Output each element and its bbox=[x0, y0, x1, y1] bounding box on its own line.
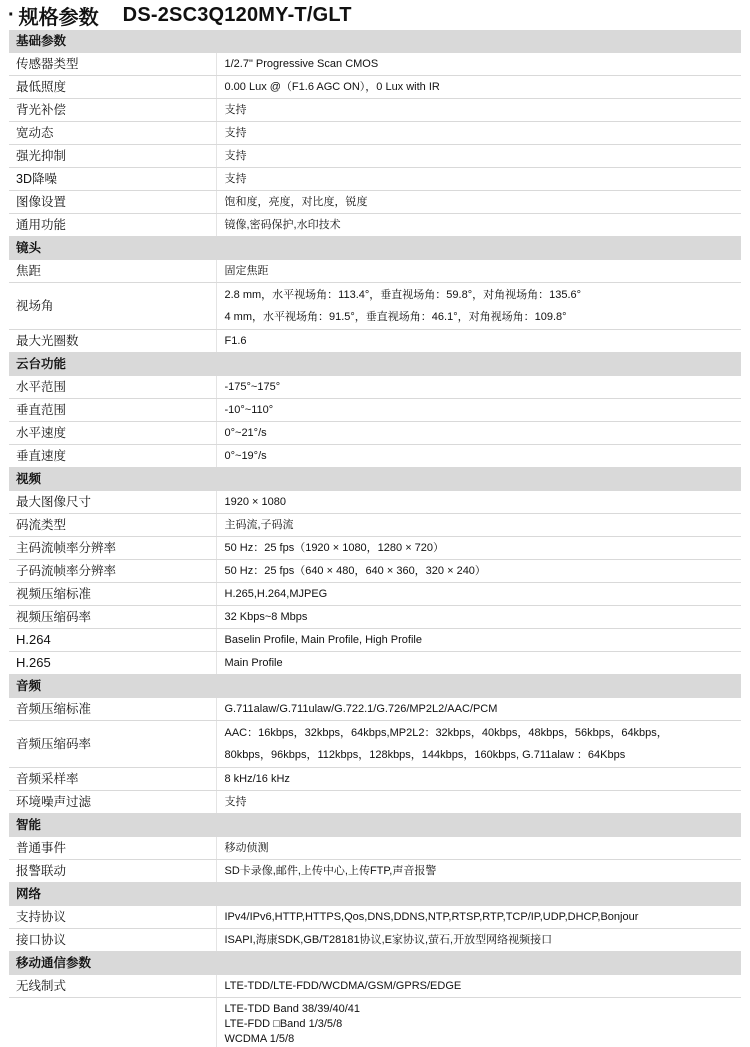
row-value-bands bbox=[216, 998, 741, 1047]
row-label: 音频采样率 bbox=[9, 768, 216, 791]
row-value: 支持 bbox=[216, 168, 741, 191]
row-label: 最大图像尺寸 bbox=[9, 491, 216, 514]
table-row bbox=[9, 998, 741, 1047]
row-label: 视频压缩标准 bbox=[9, 583, 216, 606]
row-label: 水平范围 bbox=[9, 376, 216, 399]
table-row bbox=[9, 906, 741, 929]
section-smart-header bbox=[9, 814, 741, 837]
table-row bbox=[9, 399, 741, 422]
section-title: 智能 bbox=[9, 814, 741, 837]
section-video-header bbox=[9, 468, 741, 491]
row-label: 音频压缩码率 bbox=[9, 721, 216, 768]
row-label: 码流类型 bbox=[9, 514, 216, 537]
band-line-lte-fdd: LTE-FDD □Band 1/3/5/8 bbox=[225, 1017, 742, 1032]
row-value: LTE-TDD/LTE-FDD/WCDMA/GSM/GPRS/EDGE bbox=[216, 975, 741, 998]
section-network-header bbox=[9, 883, 741, 906]
title-bullet: · bbox=[8, 4, 15, 27]
row-value: 0.00 Lux @（F1.6 AGC ON），0 Lux with IR bbox=[216, 76, 741, 99]
section-audio-header bbox=[9, 675, 741, 698]
table-row bbox=[9, 191, 741, 214]
row-label: 宽动态 bbox=[9, 122, 216, 145]
table-row bbox=[9, 698, 741, 721]
table-row bbox=[9, 860, 741, 883]
row-label: 3D降噪 bbox=[9, 168, 216, 191]
row-value: 饱和度，亮度，对比度，锐度 bbox=[216, 191, 741, 214]
row-label: 子码流帧率分辨率 bbox=[9, 560, 216, 583]
table-row bbox=[9, 514, 741, 537]
page-title bbox=[0, 0, 750, 30]
band-line-wcdma: WCDMA 1/5/8 bbox=[225, 1032, 742, 1047]
row-label: 报警联动 bbox=[9, 860, 216, 883]
row-value: H.265,H.264,MJPEG bbox=[216, 583, 741, 606]
row-value: F1.6 bbox=[216, 330, 741, 353]
row-value: 主码流,子码流 bbox=[216, 514, 741, 537]
table-row bbox=[9, 491, 741, 514]
row-label: 最大光圈数 bbox=[9, 330, 216, 353]
row-label: 垂直范围 bbox=[9, 399, 216, 422]
row-value-multiline bbox=[216, 283, 741, 330]
row-label: 无线制式 bbox=[9, 975, 216, 998]
section-ptz-header bbox=[9, 353, 741, 376]
table-row bbox=[9, 837, 741, 860]
row-value: -10°~110° bbox=[216, 399, 741, 422]
row-label: 接口协议 bbox=[9, 929, 216, 952]
row-label: 通用功能 bbox=[9, 214, 216, 237]
row-label: 普通事件 bbox=[9, 837, 216, 860]
audio-bitrate-line-2: 80kbps，96kbps，112kbps，128kbps，144kbps，160kbps, G.711alaw ：64Kbps bbox=[225, 744, 742, 766]
section-title: 云台功能 bbox=[9, 353, 741, 376]
row-value: Main Profile bbox=[216, 652, 741, 675]
audio-bitrate-line-1: AAC：16kbps，32kbps，64kbps,MP2L2：32kbps，40kbps，48kbps，56kbps，64kbps， bbox=[225, 722, 742, 744]
row-label: 背光补偿 bbox=[9, 99, 216, 122]
section-mobile-header bbox=[9, 952, 741, 975]
table-row bbox=[9, 768, 741, 791]
row-label-empty bbox=[9, 998, 216, 1047]
table-row bbox=[9, 376, 741, 399]
row-value: 1920 × 1080 bbox=[216, 491, 741, 514]
table-row bbox=[9, 606, 741, 629]
fov-line-4mm: 4 mm，水平视场角：91.5°，垂直视场角：46.1°，对角视场角：109.8° bbox=[225, 306, 742, 328]
row-value: 支持 bbox=[216, 122, 741, 145]
row-value: 支持 bbox=[216, 791, 741, 814]
table-row bbox=[9, 975, 741, 998]
table-row bbox=[9, 929, 741, 952]
row-value: 支持 bbox=[216, 99, 741, 122]
title-spec-label: 规格参数 bbox=[19, 1, 99, 30]
row-value: Baselin Profile, Main Profile, High Profile bbox=[216, 629, 741, 652]
row-label: 图像设置 bbox=[9, 191, 216, 214]
row-value: 镜像,密码保护,水印技术 bbox=[216, 214, 741, 237]
row-value: ISAPI,海康SDK,GB/T28181协议,E家协议,萤石,开放型网络视频接口 bbox=[216, 929, 741, 952]
row-value: 支持 bbox=[216, 145, 741, 168]
row-label: 环境噪声过滤 bbox=[9, 791, 216, 814]
row-label: H.264 bbox=[9, 629, 216, 652]
table-row bbox=[9, 76, 741, 99]
table-row bbox=[9, 445, 741, 468]
row-value: SD卡录像,邮件,上传中心,上传FTP,声音报警 bbox=[216, 860, 741, 883]
table-row bbox=[9, 583, 741, 606]
table-row bbox=[9, 721, 741, 768]
row-value: 32 Kbps~8 Mbps bbox=[216, 606, 741, 629]
table-row bbox=[9, 99, 741, 122]
row-value: 固定焦距 bbox=[216, 260, 741, 283]
section-title: 移动通信参数 bbox=[9, 952, 741, 975]
section-title: 基础参数 bbox=[9, 30, 741, 53]
row-value: 50 Hz：25 fps（1920 × 1080，1280 × 720） bbox=[216, 537, 741, 560]
row-value-multiline bbox=[216, 721, 741, 768]
table-row bbox=[9, 560, 741, 583]
row-label: 视场角 bbox=[9, 283, 216, 330]
row-label: 垂直速度 bbox=[9, 445, 216, 468]
row-label: 传感器类型 bbox=[9, 53, 216, 76]
section-title: 音频 bbox=[9, 675, 741, 698]
table-row bbox=[9, 122, 741, 145]
table-row bbox=[9, 422, 741, 445]
band-line-lte-tdd: LTE-TDD Band 38/39/40/41 bbox=[225, 1002, 742, 1017]
row-value: 移动侦测 bbox=[216, 837, 741, 860]
row-value: 0°~21°/s bbox=[216, 422, 741, 445]
row-value: 1/2.7" Progressive Scan CMOS bbox=[216, 53, 741, 76]
row-label: 焦距 bbox=[9, 260, 216, 283]
table-row bbox=[9, 791, 741, 814]
row-label: 音频压缩标准 bbox=[9, 698, 216, 721]
row-value: 50 Hz：25 fps（640 × 480，640 × 360，320 × 240） bbox=[216, 560, 741, 583]
table-row bbox=[9, 283, 741, 330]
row-label: 视频压缩码率 bbox=[9, 606, 216, 629]
table-row bbox=[9, 537, 741, 560]
table-row bbox=[9, 168, 741, 191]
section-title: 镜头 bbox=[9, 237, 741, 260]
section-basic-header bbox=[9, 30, 741, 53]
fov-line-2-8mm: 2.8 mm，水平视场角：113.4°，垂直视场角：59.8°，对角视场角：135.6° bbox=[225, 284, 742, 306]
section-title: 视频 bbox=[9, 468, 741, 491]
row-label: 强光抑制 bbox=[9, 145, 216, 168]
table-row bbox=[9, 53, 741, 76]
row-value: -175°~175° bbox=[216, 376, 741, 399]
row-label: 支持协议 bbox=[9, 906, 216, 929]
spec-table bbox=[9, 30, 741, 1047]
section-lens-header bbox=[9, 237, 741, 260]
table-row bbox=[9, 652, 741, 675]
title-model-number: DS-2SC3Q120MY-T/GLT bbox=[123, 4, 352, 27]
table-row bbox=[9, 330, 741, 353]
table-row bbox=[9, 214, 741, 237]
row-value: IPv4/IPv6,HTTP,HTTPS,Qos,DNS,DDNS,NTP,RTSP,RTP,TCP/IP,UDP,DHCP,Bonjour bbox=[216, 906, 741, 929]
row-value: 0°~19°/s bbox=[216, 445, 741, 468]
table-row bbox=[9, 145, 741, 168]
table-row bbox=[9, 629, 741, 652]
row-label: 最低照度 bbox=[9, 76, 216, 99]
section-title: 网络 bbox=[9, 883, 741, 906]
row-label: 水平速度 bbox=[9, 422, 216, 445]
table-row bbox=[9, 260, 741, 283]
row-value: G.711alaw/G.711ulaw/G.722.1/G.726/MP2L2/AAC/PCM bbox=[216, 698, 741, 721]
row-label: H.265 bbox=[9, 652, 216, 675]
row-label: 主码流帧率分辨率 bbox=[9, 537, 216, 560]
row-value: 8 kHz/16 kHz bbox=[216, 768, 741, 791]
